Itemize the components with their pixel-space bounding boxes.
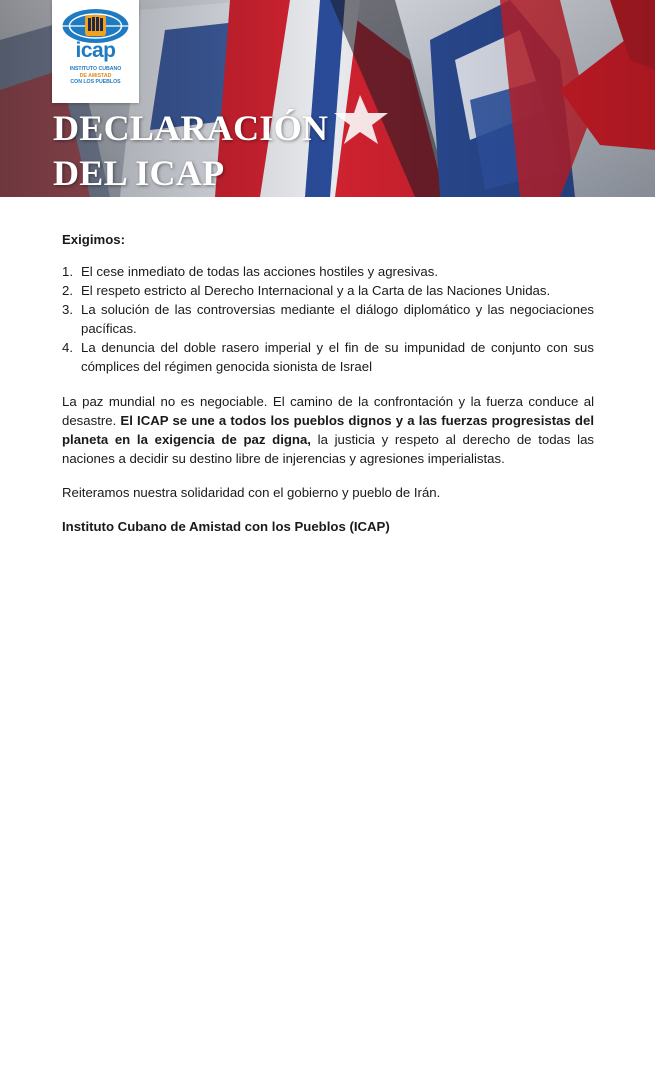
- list-item: [62, 262, 594, 281]
- list-item: [62, 338, 594, 376]
- list-number: 3.: [62, 302, 73, 317]
- list-item: [62, 300, 594, 338]
- logo-line-2: DE AMISTAD: [79, 72, 112, 79]
- page-title: [53, 106, 328, 196]
- title-line-2: DEL ICAP: [53, 153, 225, 193]
- title-line-1: DECLARACIÓN: [53, 108, 329, 148]
- list-text: El respeto estricto al Derecho Internacional y a la Carta de las Naciones Unidas.: [81, 283, 551, 298]
- header-banner: [0, 0, 655, 197]
- list-number: 2.: [62, 283, 73, 298]
- demands-heading: Exigimos:: [62, 232, 126, 247]
- peace-paragraph-lead: La paz mundial no es negociable. El camino de la confrontación y la fuerza conduce al desastre.: [62, 394, 594, 428]
- list-number: 1.: [62, 264, 73, 279]
- list-number: 4.: [62, 340, 73, 355]
- list-text: La denuncia del doble rasero imperial y el fin de su impunidad de conjunto con sus cómplices del régimen genocida sionista de Israel: [81, 340, 594, 374]
- logo-subtitle: [56, 66, 135, 86]
- logo-line-1: INSTITUTO CUBANO: [69, 66, 122, 72]
- declaration-body: [62, 230, 594, 536]
- signature: Instituto Cubano de Amistad con los Pueblos (ICAP): [62, 519, 390, 534]
- peace-paragraph-emphasis: El ICAP se une a todos los pueblos dignos y a las fuerzas progresistas del planeta en la exigencia de paz digna,: [62, 413, 594, 447]
- demands-list: [62, 262, 594, 376]
- list-item: [62, 281, 594, 300]
- peace-paragraph: [62, 392, 594, 468]
- list-text: La solución de las controversias mediante el diálogo diplomático y las negociaciones pacíficas.: [81, 302, 594, 336]
- solidarity-paragraph: Reiteramos nuestra solidaridad con el gobierno y pueblo de Irán.: [62, 485, 441, 500]
- logo-line-3: CON LOS PUEBLOS: [70, 79, 121, 85]
- logo-wordmark: icap: [75, 39, 116, 62]
- list-text: El cese inmediato de todas las acciones hostiles y agresivas.: [81, 264, 438, 279]
- icap-logo: [52, 0, 139, 103]
- peace-paragraph-tail: la justicia y respeto al derecho de todas las naciones a decidir su destino libre de injerencias y agresiones imperialistas.: [62, 432, 594, 466]
